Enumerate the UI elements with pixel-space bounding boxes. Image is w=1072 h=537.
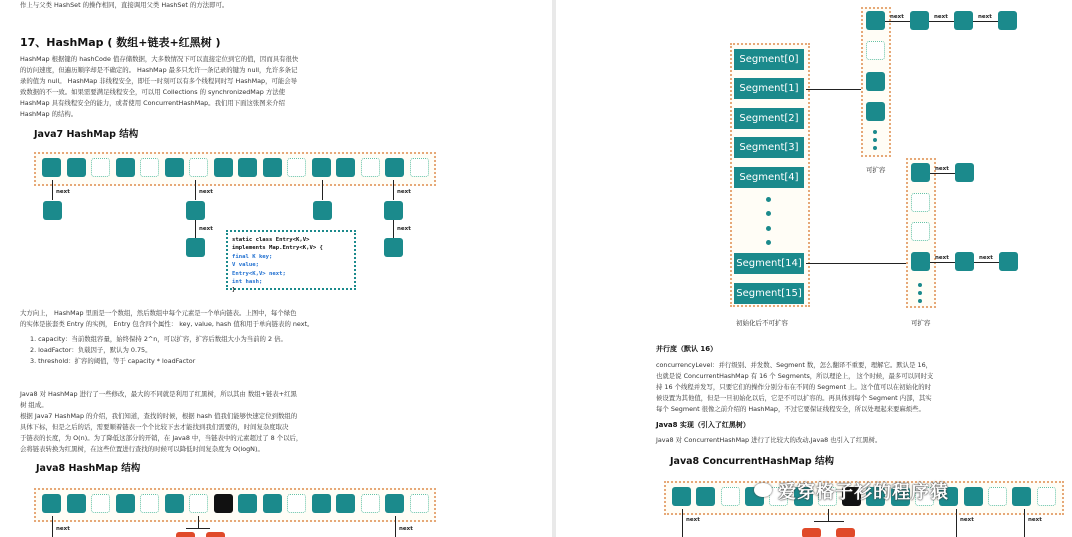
entry-node bbox=[954, 11, 973, 30]
entry-node bbox=[866, 11, 885, 30]
wechat-icon bbox=[754, 483, 772, 497]
watermark: 爱穿格子衫的程序猿 bbox=[778, 482, 949, 503]
bucket bbox=[1012, 487, 1031, 506]
segment-15: Segment[15] bbox=[734, 283, 804, 304]
segment-2: Segment[2] bbox=[734, 108, 804, 129]
segment-4: Segment[4] bbox=[734, 167, 804, 188]
empty-bucket bbox=[140, 494, 159, 513]
section-title: 17、HashMap ( 数组+链表+红黑树 ) bbox=[20, 36, 221, 49]
bucket bbox=[67, 494, 86, 513]
bucket bbox=[165, 494, 184, 513]
java8-impl-heading: Java8 实现（引入了红黑树） bbox=[656, 421, 750, 429]
bucket bbox=[312, 494, 331, 513]
top-line: 作上与父类 HashSet 的操作相同，直接调用父类 HashSet 的方法即可。 bbox=[20, 1, 229, 9]
tree-node bbox=[176, 532, 195, 537]
segment-3: Segment[3] bbox=[734, 137, 804, 158]
entry-node bbox=[910, 11, 929, 30]
description-paragraph: 大方向上， HashMap 里面是一个数组，然后数组中每个元素是一个单向链表。上图中，每个绿色 的实体是嵌套类 Entry 的实例， Entry 包含四个属性： key, value, hash 值和用于单向链表的 next。 bbox=[20, 309, 314, 328]
entry-code-block: static class Entry<K,V> implements Map.Entry<K,V> { final K key; V value; Entry<K,V> next; int hash; } bbox=[226, 230, 356, 290]
tree-node bbox=[206, 532, 225, 537]
bucket bbox=[42, 494, 61, 513]
segment-1: Segment[1] bbox=[734, 78, 804, 99]
bucket bbox=[214, 494, 233, 513]
empty-bucket bbox=[721, 487, 740, 506]
entry-node bbox=[999, 252, 1018, 271]
empty-bucket bbox=[361, 494, 380, 513]
bucket bbox=[263, 494, 282, 513]
empty-bucket bbox=[189, 494, 208, 513]
java8-intro-paragraph: Java8 对 HashMap 进行了一些修改，最大的不同就是利用了红黑树，所以其由 数组+链表+红黑 树 组成。 根据 Java7 HashMap 的介绍，我们知道，查找的时候，根据 hash 值我们能够快速定位到数组的 具体下标，但是之后的话，需要顺着链表一个个比较下去才能找到我们需要的，时间复杂度取决 于链表的长度，为 O(n)。为了降低这部分的开销，在 Java8 中，当链表中的元素超过了 8 个以后， 会将链表转换为红黑树，在这些位置进行查找的时候可以降低时间复杂度为 O(logN)。 bbox=[20, 390, 303, 453]
entry-node bbox=[866, 102, 885, 121]
entry-node bbox=[866, 72, 885, 91]
entry-node bbox=[955, 252, 974, 271]
bucket bbox=[336, 494, 355, 513]
entry-node bbox=[911, 252, 930, 271]
java7-hashmap-diagram: next next next next next static class Entry<K,V> implements Map.Entry<K,V> { final K key; V value; Entry<K,V> next; int hash; } bbox=[0, 0, 552, 300]
caption-expand-2: 可扩容 bbox=[911, 319, 931, 327]
bucket bbox=[385, 494, 404, 513]
caption-init: 初始化后不可扩容 bbox=[736, 319, 788, 327]
entry-node bbox=[955, 163, 974, 182]
segment-0: Segment[0] bbox=[734, 49, 804, 70]
java8-impl-text: Java8 对 ConcurrentHashMap 进行了比较大的改动,Java8 也引入了红黑树。 bbox=[656, 436, 882, 444]
segment-14: Segment[14] bbox=[734, 253, 804, 274]
empty-bucket bbox=[287, 494, 306, 513]
empty-bucket bbox=[988, 487, 1007, 506]
caption-expand-1: 可扩容 bbox=[866, 166, 886, 174]
intro-paragraph: HashMap 根据键的 hashCode 值存储数据，大多数情况下可以直接定位到它的值，因而具有很快 的访问速度，但遍历顺序却是不确定的。 HashMap 最多只允许一条记录的键为 null，允许多条记 录的值为 null。 HashMap 非线程安全，即任一时刻可以有多个线程同时写 HashMap，可能会导 致数据的不一致。如果需要满足线程安全，可以用 Collections 的 synchronizedMap 方法使 HashMap 具有线程安全的能力，或者使用 ConcurrentHashMap。我们用下面这张图来介绍 HashMap 的结构。 bbox=[20, 55, 299, 118]
empty-bucket bbox=[410, 494, 429, 513]
java8-hashmap-diagram: next next bbox=[0, 0, 552, 537]
tree-node bbox=[836, 528, 855, 537]
empty-bucket bbox=[1037, 487, 1056, 506]
java8-heading: Java8 HashMap 结构 bbox=[36, 463, 141, 474]
concurrency-paragraph: concurrencyLevel：并行级别、并发数、Segment 数，怎么翻译不重要，理解它。默认是 16， 也就是说 ConcurrentHashMap 有 16 个 Segments，所以理论上， 这个时候，最多可以同时支 持 16 个线程并发写，只要它们的操作分别分布在不同的 Segment 上。这个值可以在初始化的时 候设置为其他值，但是一旦初始化以后，它是不可以扩容的。再具体到每个 Segment 内部，其实 每个 Segment 很像之前介绍的 HashMap，不过它要保证线程安全，所以处理起来要麻烦些。 bbox=[656, 361, 934, 413]
concurrency-heading: 并行度（默认 16） bbox=[656, 345, 718, 353]
java7-heading: Java7 HashMap 结构 bbox=[34, 129, 139, 140]
right-page: Segment[0] Segment[1] Segment[2] Segment[3] Segment[4] Segment[14] Segment[15] 初始化后不可扩容 可扩容 next next next 可扩容 next next next 并行度（默认 16） concurrencyLevel：并行级别、并发数、Segment 数，怎么翻译不重要，理解它。默认是 16， 也就是说 ConcurrentHashMap 有 16 个 Segments，所以理论上， 这个时候，最多可以同时支 持 16 个线程并发写，只要它们的操作分别分布在不同的 Segment 上。这个值可以在初始化的时 候设置为其他值，但是一旦初始化以后，它是不可以扩容的。再具体到每个 Segment 内部，其实 每个 Segment 很像之前介绍的 HashMap，不过它要保证线程安全，所以处理起来要麻烦些。 Java8 实现（引入了红黑树） Java8 对 ConcurrentHashMap 进行了比较大的改动,Java8 也引入了红黑树。 Java8 ConcurrentHashMap 结构 next next next 爱穿格子衫的程序猿 bbox=[556, 0, 1072, 537]
entry-node bbox=[911, 163, 930, 182]
entry-node bbox=[998, 11, 1017, 30]
bucket bbox=[238, 494, 257, 513]
bucket bbox=[964, 487, 983, 506]
java8-chm-heading: Java8 ConcurrentHashMap 结构 bbox=[670, 456, 834, 467]
params-list: 1. capacity：当前数组容量，始终保持 2^n，可以扩容，扩容后数组大小为当前的 2 倍。 2. loadFactor：负载因子，默认为 0.75。 3. threshold：扩容的阈值，等于 capacity * loadFactor bbox=[30, 335, 287, 365]
bucket bbox=[696, 487, 715, 506]
tree-node bbox=[802, 528, 821, 537]
bucket bbox=[672, 487, 691, 506]
bucket bbox=[116, 494, 135, 513]
empty-bucket bbox=[91, 494, 110, 513]
